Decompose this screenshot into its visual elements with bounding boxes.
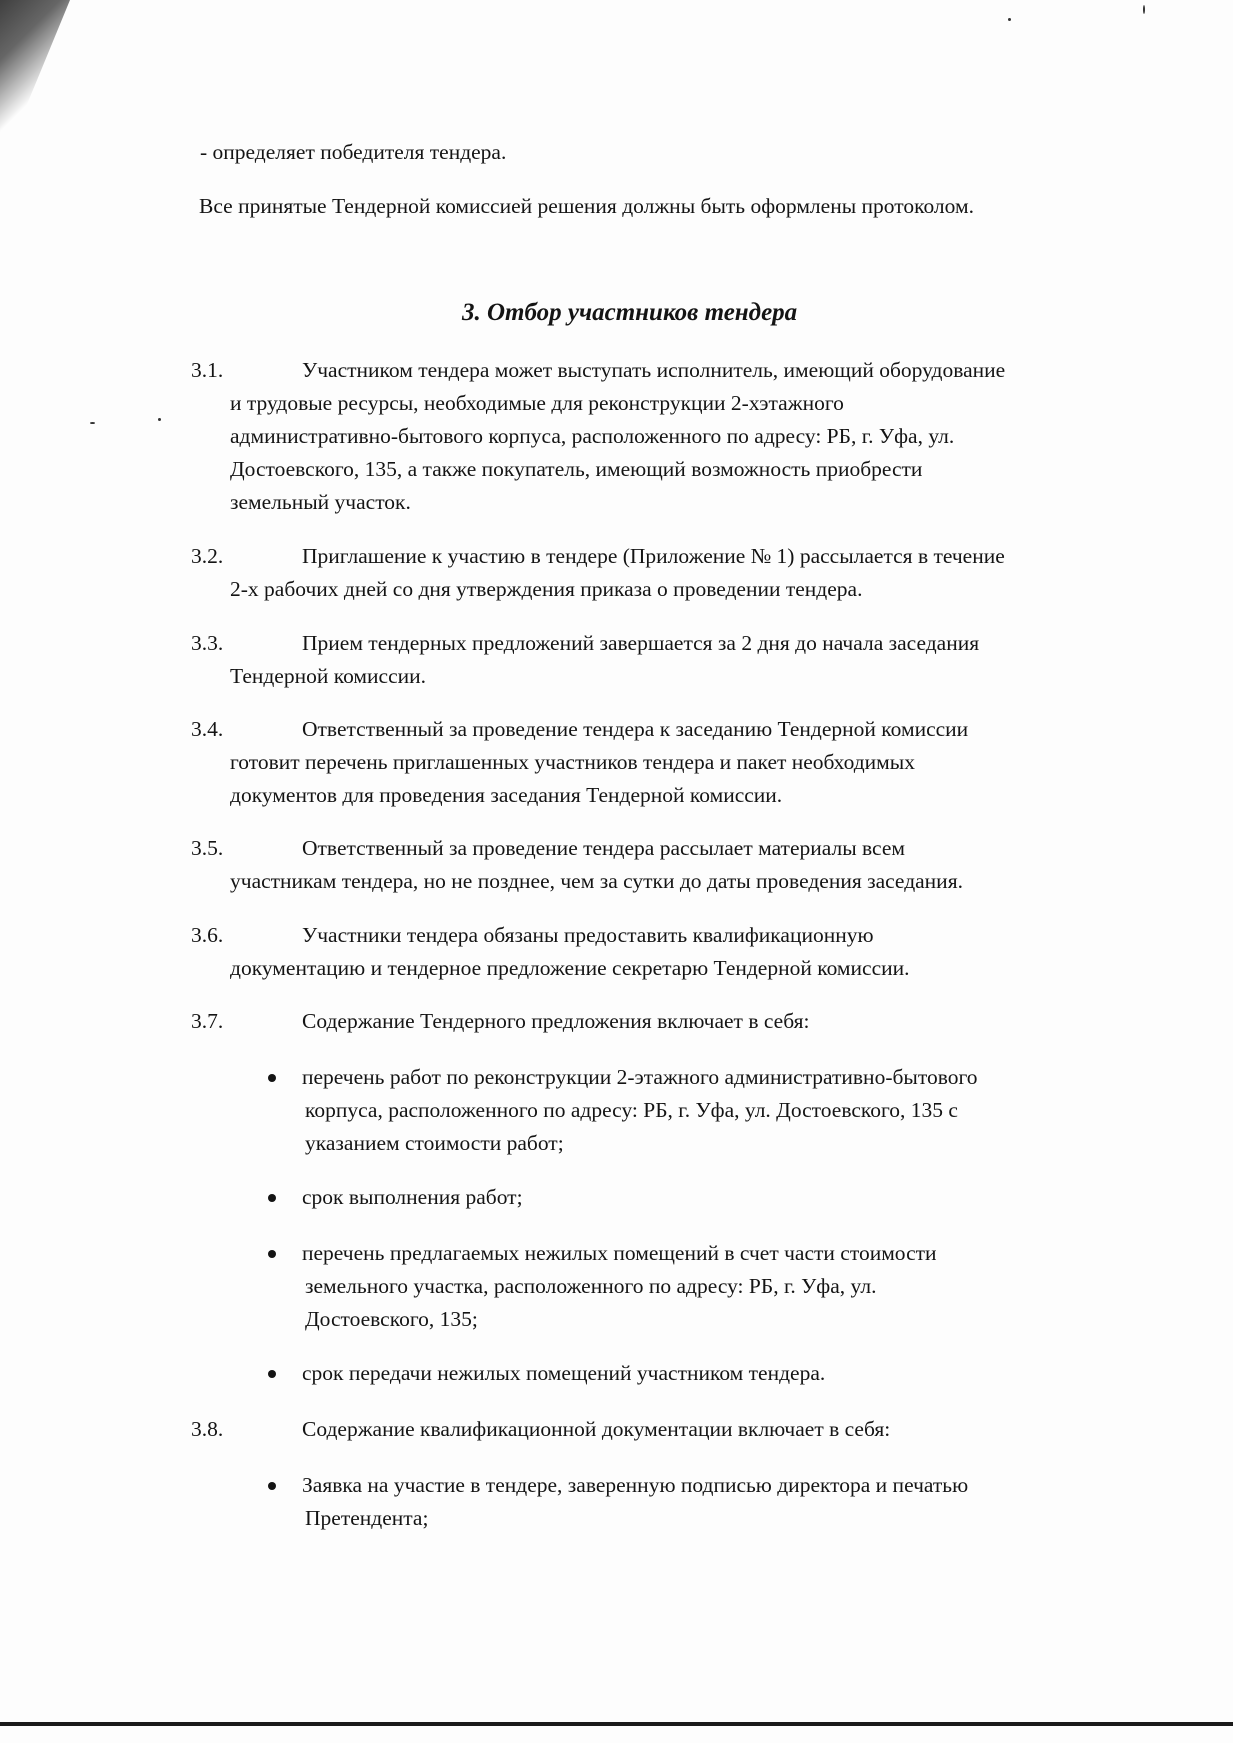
item-line: Ответственный за проведение тендера рассылает материалы всем: [302, 836, 906, 860]
item-number: 3.4.: [191, 717, 224, 741]
bullet-dot: [268, 1250, 276, 1258]
item-number: 3.1.: [191, 358, 224, 382]
bullet-dot: [268, 1074, 276, 1082]
bullet-dot: [268, 1194, 276, 1202]
item-line: Участники тендера обязаны предоставить квалификационную: [302, 923, 874, 947]
item-line: документацию и тендерное предложение секретарю Тендерной комиссии.: [230, 956, 910, 980]
item-line: Приглашение к участию в тендере (Приложение № 1) рассылается в течение: [302, 544, 1005, 568]
bullet-line: Достоевского, 135;: [305, 1307, 478, 1331]
scan-corner-shadow: [0, 0, 70, 170]
item-line: участникам тендера, но не позднее, чем за сутки до даты проведения заседания.: [230, 869, 963, 893]
item-number: 3.6.: [191, 923, 224, 947]
item-line: 2-х рабочих дней со дня утверждения приказа о проведении тендера.: [230, 577, 863, 601]
item-line: Тендерной комиссии.: [230, 664, 427, 688]
bullet-line: корпуса, расположенного по адресу: РБ, г. Уфа, ул. Достоевского, 135 с: [305, 1098, 958, 1122]
item-number: 3.5.: [191, 836, 224, 860]
bullet-line: земельного участка, расположенного по адресу: РБ, г. Уфа, ул.: [305, 1274, 877, 1298]
section-title: 3. Отбор участников тендера: [462, 299, 798, 326]
bullet-line: перечень работ по реконструкции 2-этажного административно-бытового: [302, 1065, 978, 1089]
item-number: 3.8.: [191, 1417, 224, 1441]
bullet-line: перечень предлагаемых нежилых помещений в счет части стоимости: [302, 1241, 937, 1265]
item-line: и трудовые ресурсы, необходимые для реконструкции 2-хэтажного: [230, 391, 844, 415]
scan-speck: [158, 418, 161, 421]
intro-line-2: Все принятые Тендерной комиссией решения должны быть оформлены протоколом.: [199, 194, 974, 218]
bullet-dot: [268, 1370, 276, 1378]
intro-line-1: - определяет победителя тендера.: [200, 140, 507, 164]
item-line: документов для проведения заседания Тендерной комиссии.: [230, 783, 783, 807]
item-number: 3.2.: [191, 544, 224, 568]
bullet-dot: [268, 1482, 276, 1490]
item-line: земельный участок.: [230, 490, 411, 514]
item-number: 3.3.: [191, 631, 224, 655]
item-line: готовит перечень приглашенных участников тендера и пакет необходимых: [230, 750, 915, 774]
item-line: Содержание Тендерного предложения включает в себя:: [302, 1009, 810, 1033]
scan-speck: [1143, 5, 1145, 14]
scan-bottom-edge: [0, 1722, 1233, 1726]
item-line: Достоевского, 135, а также покупатель, имеющий возможность приобрести: [230, 457, 923, 481]
bullet-line: указанием стоимости работ;: [305, 1131, 564, 1155]
item-line: Прием тендерных предложений завершается за 2 дня до начала заседания: [302, 631, 980, 655]
scan-speck: [90, 422, 95, 424]
bullet-line: Претендента;: [305, 1506, 429, 1530]
item-line: Участником тендера может выступать исполнитель, имеющий оборудование: [302, 358, 1006, 382]
bullet-line: срок передачи нежилых помещений участником тендера.: [302, 1361, 826, 1385]
item-line: Содержание квалификационной документации включает в себя:: [302, 1417, 891, 1441]
scan-speck: [1008, 18, 1011, 21]
bullet-line: Заявка на участие в тендере, заверенную подписью директора и печатью: [302, 1473, 969, 1497]
bullet-line: срок выполнения работ;: [302, 1185, 523, 1209]
item-number: 3.7.: [191, 1009, 224, 1033]
item-line: Ответственный за проведение тендера к заседанию Тендерной комиссии: [302, 717, 969, 741]
item-line: административно-бытового корпуса, расположенного по адресу: РБ, г. Уфа, ул.: [230, 424, 955, 448]
